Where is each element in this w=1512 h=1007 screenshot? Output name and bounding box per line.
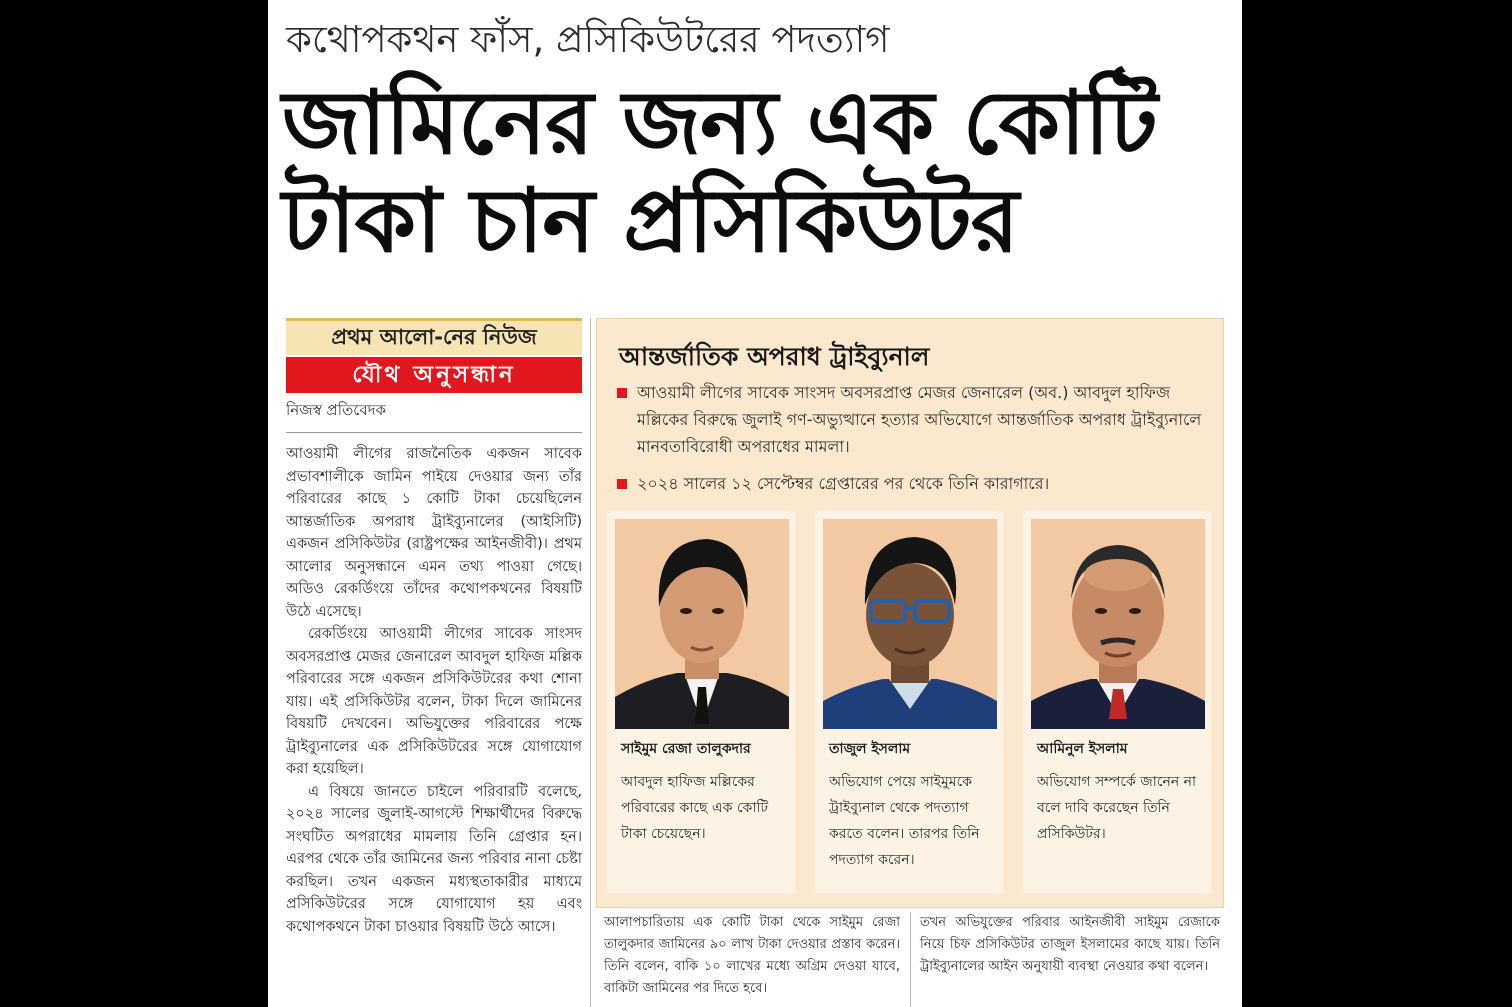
person-portrait-icon (823, 519, 997, 729)
byline: নিজস্ব প্রতিবেদক (286, 399, 582, 433)
portrait-photo (823, 519, 997, 729)
portrait-photo (615, 519, 789, 729)
card-description: আবদুল হাফিজ মল্লিকের পরিবারের কাছে এক কোটি টাকা চেয়েছেন। (621, 774, 769, 842)
card-description: অভিযোগ পেয়ে সাইমুমকে ট্রাইব্যুনাল থেকে পদত্যাগ করতে বলেন। তারপর তিনি পদত্যাগ করেন। (829, 774, 980, 868)
card-description: অভিযোগ সম্পর্কে জানেন না বলে দাবি করেছেন তিনি প্রসিকিউটর। (1037, 774, 1197, 842)
newspaper-page (268, 0, 1242, 1007)
info-bullets (615, 379, 1205, 507)
headline-line-2: টাকা চান প্রসিকিউটর (282, 169, 1018, 272)
bullet-text: ২০২৪ সালের ১২ সেপ্টেম্বর গ্রেপ্তারের পর থেকে তিনি কারাগারে। (637, 474, 1050, 493)
kicker-headline: কথোপকথন ফাঁস, প্রসিকিউটরের পদত্যাগ (286, 18, 890, 61)
profile-card-aminul (1023, 511, 1211, 893)
bottom-text-col-1: আলাপচারিতায় এক কোটি টাকা থেকে সাইমুম রেজা তালুকদার জামিনের ৯০ লাখ টাকা দেওয়ার প্রস্তাব করেন। তিনি বলেন, বাকি ১০ লাখের মধ্যে অগ্রিম দেওয়া যাবে, বাকিটা জামিনের পর দিতে হবে। (604, 915, 900, 996)
article-paragraph: রেকর্ডিংয়ে আওয়ামী লীগের সাবেক সাংসদ অবসরপ্রাপ্ত মেজর জেনারেল আবদুল হাফিজ মল্লিক পরিবারের সঙ্গে একজন প্রসিকিউটরের কথা শোনা যায়। এই প্রসিকিউটর বলেন, টাকা দিলে জামিনের বিষয়টি দেখবেন। অভিযুক্তের পরিবারের পক্ষে ট্রাইব্যুনালের এক প্রসিকিউটরের সঙ্গে যোগাযোগ করা হয়েছিল। (286, 626, 582, 777)
joint-investigation-tag: যৌথ অনুসন্ধান (286, 357, 582, 393)
card-name: তাজুল ইসলাম (829, 741, 911, 757)
bullet-text: আওয়ামী লীগের সাবেক সাংসদ অবসরপ্রাপ্ত মেজর জেনারেল (অব.) আবদুল হাফিজ মল্লিকের বিরুদ্ধে জুলাই গণ-অভ্যুত্থানে হত্যার অভিযোগে আন্তর্জাতিক অপরাধ ট্রাইব্যুনালে মানবতাবিরোধী অপরাধের মামলা। (637, 383, 1202, 456)
info-box-title: আন্তর্জাতিক অপরাধ ট্রাইব্যুনাল (619, 342, 930, 371)
article-body (286, 443, 582, 1007)
bottom-text-col-2: তখন অভিযুক্তের পরিবার আইনজীবী সাইমুম রেজাকে নিয়ে চিফ প্রসিকিউটর তাজুল ইসলামের কাছে যায়। তিনি ট্রাইব্যুনালের আইন অনুযায়ী ব্যবস্থা নেওয়ার কথা বলেন। (920, 915, 1220, 974)
article-paragraph: আওয়ামী লীগের রাজনৈতিক একজন সাবেক প্রভাবশালীকে জামিন পাইয়ে দেওয়ার জন্য তাঁর পরিবারের কাছে ১ কোটি টাকা চেয়েছিলেন আন্তর্জাতিক অপরাধ ট্রাইব্যুনালের (আইসিটি) একজন প্রসিকিউটর (রাষ্ট্রপক্ষের আইনজীবী)। প্রথম আলোর অনুসন্ধানে এমন তথ্য পাওয়া গেছে। অডিও রেকর্ডিংয়ে তাঁদের কথোপকথনের বিষয়টি উঠে এসেছে। (286, 446, 582, 620)
bottom-continuation (604, 912, 1226, 1007)
news-tag: প্রথম আলো-নের নিউজ (286, 318, 582, 355)
article-paragraph: এ বিষয়ে জানতে চাইলে পরিবারটি বলেছে, ২০২৪ সালের জুলাই-আগস্টে শিক্ষার্থীদের বিরুদ্ধে সংঘটিত অপরাধের মামলায় তিনি গ্রেপ্তার হন। এরপর থেকে তাঁর জামিনের জন্য পরিবার নানা চেষ্টা করছিল। তখন একজন মধ্যস্থতাকারীর মাধ্যমে প্রসিকিউটরের সঙ্গে যোগাযোগ হয় এবং কথোপকথনে টাকা চাওয়ার বিষয়টি উঠে আসে। (286, 783, 582, 935)
profile-card-tajul (815, 511, 1003, 893)
profile-card-saimum (607, 511, 795, 893)
portrait-photo (1031, 519, 1205, 729)
red-square-bullet-icon (617, 479, 627, 489)
bullet-item (615, 379, 1205, 460)
bullet-item (615, 470, 1205, 497)
column-divider (590, 318, 591, 1007)
red-square-bullet-icon (617, 388, 627, 398)
person-portrait-icon (1031, 519, 1205, 729)
card-name: আমিনুল ইসলাম (1037, 741, 1128, 757)
headline-line-1: জামিনের জন্য এক কোটি (282, 71, 1157, 174)
tribunal-info-box (596, 318, 1224, 908)
column-divider (910, 912, 911, 1007)
person-portrait-icon (615, 519, 789, 729)
card-name: সাইমুম রেজা তালুকদার (621, 741, 751, 757)
left-article-column (286, 318, 582, 1007)
main-headline (282, 71, 1232, 272)
